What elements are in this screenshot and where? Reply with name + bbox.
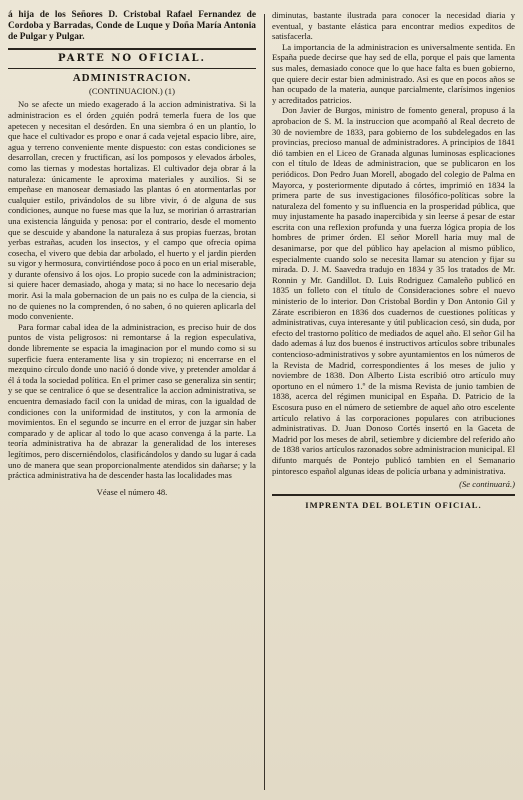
divider-rule xyxy=(8,48,256,50)
section-title: ADMINISTRACION. xyxy=(72,72,192,85)
divider-rule xyxy=(8,68,256,69)
body-paragraph: La importancia de la administracion es universalmente sentida. En España puede decirse que hay sed de ella, porque el pais que lamenta sus males, demasiado conoce que lo que hace falta es buen gobierno, que quiere decir estar bien administrado. Asi es que en pocos años se han ocupado de la materia, aunque parcialmente, clarísimos ingenios y acreditados patricios. xyxy=(272,41,515,105)
continuation-signature: (Se continuará.) xyxy=(459,479,515,490)
left-column xyxy=(8,10,256,497)
section-banner: PARTE NO OFICIAL. xyxy=(58,52,206,64)
imprint: IMPRENTA DEL BOLETIN OFICIAL. xyxy=(305,499,482,510)
body-paragraph: Don Javier de Burgos, ministro de fomento general, propuso á la aprobacion de S. M. la instruccion que acompañó al Real decreto de 30 de noviembre de 1833, para gobierno de los subdelegados en las provincias, precioso manual de administradores. A principios de 1841 dió tambien en el Liceo de Granada algunas luminosas esplicaciones con el título de Ideas de administracion, que se publicaron en los periódicos. Don Pedro Juan Morell, abogado del colegio de Palma en Mayorca, y posteriormente diputado á córtes, imprimió en 1834 la primera parte de sus investigaciones filosófico-políticas sobre la naturaleza del fomento y su influencia en la prosperidad pública, que muy injustamente ha pasado inapercibida y sin leerse á pesar de estar escrita con una reflexion profunda y una fuerza lógica propia de los hombres de primer órden. El señor Morell haria muy mal de desanimarse, por que del público hay apelacion al mismo público, especialmente cuando solo se necesita llamar su atencion y fijar su mirada. D. J. M. Saavedra tradujo en 1834 y 35 los tratados de Mr. Ronnin y Mr. Gandillot. D. Luis Rodriguez Camaleño publicó en 1835 un folleto con el título de Consideraciones sobre el nuevo ministerio de lo interior. Don Cristobal Bordin y Don Antonio Gil y Zárate escribieron en 1836 dos cuadernos de cuestiones políticas y administrativas, cuya interesante y útil publicacion cesó, sin duda, por efecto del trastorno político de mediados de aquel año. El señor Gil ha dado ademas á luz dos buenos é instructivos artículos sobre tribunales contencioso-administrativos y sobre ayuntamientos en los números de la Revista de Madrid, correspondientes á los meses de julio y noviembre de 1838. Don Alberto Lista escribió otro artículo muy oportuno en el número 1.º de la misma Revista de junio tambien de 1838, acerca del régimen municipal en España. D. Patricio de la Escosura puso en el número de setiembre de aquel año otro escelente artículo relativo á las corporaciones populares con atribuciones administrativas. D. Juan Donoso Cortés insertó en la Gaceta de Madrid por los meses de abril, setiembre y diciembre del referido año de 1838 varios artículos razonados sobre administracion municipal. El difunto marqués de Pontejo publicó tambien en el Semanario pintoresco español algunas ideas de policía urbana y administrativa. xyxy=(272,105,515,476)
right-column xyxy=(272,10,515,510)
footnote: Véase el número 48. xyxy=(96,486,168,497)
body-paragraph: Para formar cabal idea de la administracion, es preciso huir de dos puntos de vista peligrosos: ni remontarse á la region especulativa, donde libremente se espacia la imaginacion por el mundo como si su superficie fuera enteramente lisa y sin tropiezo; ni encerrarse en el mezquino círculo donde uno nació ó donde vive, y pretender amoldar á él á toda la sociedad política. En el primer caso se generaliza sin sentir; y se que se centralice ó que se desentralice la accion administrativa, se encuentra demasiado facil con la unidad de miras, con la igualdad de condiciones con la uniformidad de institutos, y con la armonía de movimientos. En el segundo se incurre en el error de juzgar sin haber comparado y de aplicar al todo lo que acaso convenga á la parte. La teoría administrativa ha de abrazar la generalidad de los intereses legítimos, pero discerniéndolos, clasificándolos y dando su lugar á cada uno de manera que sean proporcionalmente atendidos sin dañarse; y la práctica administrativa ha de descender hasta las localidades mas xyxy=(8,321,256,481)
continuation-label: (CONTINUACION.) (1) xyxy=(89,85,175,96)
column-divider xyxy=(264,14,265,790)
divider-rule xyxy=(272,494,515,496)
body-paragraph: diminutas, bastante ilustrada para conocer la necesidad diaria y eventual, y bastante elástica para encontrar medios expeditos de satisfacerla. xyxy=(272,10,515,42)
body-paragraph: No se afecte un miedo exagerado á la accion administrativa. Si la administracion es el órden ¿quién podrá temerla fuera de los que apetecen y necesitan el desórden. En una siembra ó en un plantío, lo que hace el cultivador es propo e onar á cada vejetal espacio libre, aire, agua y terreno conveniente mente dispuesto: con estas condiciones se desarrollan, crecen y fructifican, así los pomposos y elevados árboles, como las tiernas y modestas hortalizas. El cultivador deja obrar á la naturaleza: únicamente le aproxima materiales y auxilios. Si se empeñase en manosear demasiado las plantas ó en atormentarlas por cualquier estilo, privándolos de su libre vivir, ó de alguna de sus condiciones, aunque no fuese mas que la luz, se moririan ó arrastrarian una existencia lánguida y penosa: por el contrario, desde el momento que se descuide y abandone la naturaleza á sus propias fuerzas, brotan yerbas estrañas, acuden los insectos, y el campo que ofrecia opima cosecha, el vivero que debia dar arbolado, el huerto y el jardin pierden su vigor y hermosura, convirtiéndose poco á poco en un erial miserable, y durante ofensivo á los ojos. Lo propio sucede con la administracion; si quiere hacer demasiado, ahoga y mata; si no hace lo necesario deja morir. Asi la mala gobernacion de un pais no es culpa de la ciencia, si no de quienes no la comprenden, ó no saben, ó no quieren aplicarla del modo conveniente. xyxy=(8,99,256,322)
heading-paragraph: á hija de los Señores D. Cristobal Rafael Fernandez de Cordoba y Barradas, Conde de Luque y Doña María Antonia de Pulgar y Pulgar. xyxy=(8,10,256,43)
